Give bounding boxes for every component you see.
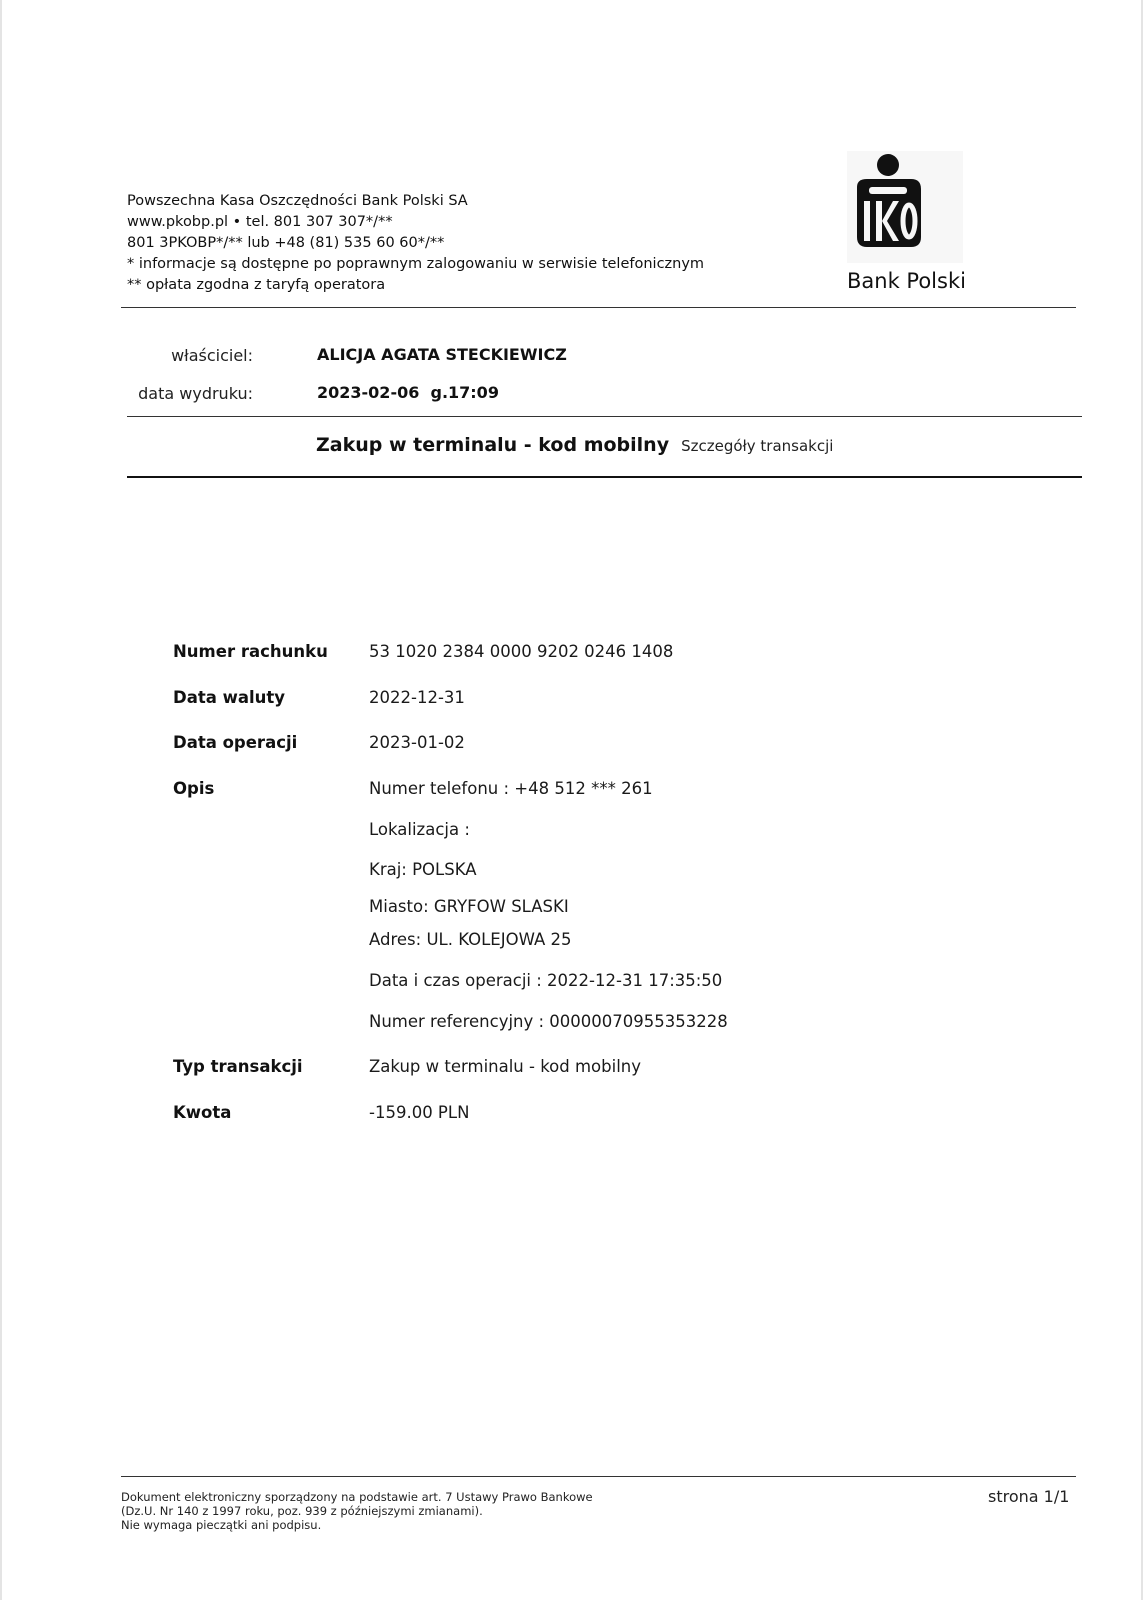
header-divider (121, 307, 1076, 308)
footer-line-3: Nie wymaga pieczątki ani podpisu. (121, 1518, 322, 1532)
description-line: Numer referencyjny : 00000070955353228 (369, 1012, 728, 1031)
page-number: strona 1/1 (988, 1487, 1070, 1506)
title-sub: Szczegóły transakcji (681, 437, 834, 455)
bank-contact-line-2: 801 3PKOBP*/** lub +48 (81) 535 60 60*/** (127, 235, 445, 251)
title-main: Zakup w terminalu - kod mobilny (316, 434, 670, 456)
bank-note-2: ** opłata zgodna z taryfą operatora (127, 277, 386, 293)
amount-label: Kwota (173, 1103, 232, 1122)
bank-info (127, 191, 704, 296)
description-line: Numer telefonu : +48 512 *** 261 (369, 779, 653, 798)
owner-value: ALICJA AGATA STECKIEWICZ (317, 345, 567, 364)
description-line: Data i czas operacji : 2022-12-31 17:35:50 (369, 971, 723, 990)
logo-text: Bank Polski (847, 269, 966, 293)
transaction-type-label: Typ transakcji (173, 1057, 303, 1076)
value-date-value: 2022-12-31 (369, 688, 465, 707)
operation-date-label: Data operacji (173, 733, 298, 752)
bank-contact-line-1: www.pkobp.pl • tel. 801 307 307*/** (127, 214, 393, 230)
owner-label: właściciel: (171, 346, 253, 365)
description-label: Opis (173, 779, 215, 798)
description-line: Lokalizacja : (369, 820, 470, 839)
document-title (316, 434, 833, 456)
bank-note-1: * informacje są dostępne po poprawnym zalogowaniu w serwisie telefonicznym (127, 256, 705, 272)
value-date-label: Data waluty (173, 688, 286, 707)
description-line: Miasto: GRYFOW SLASKI (369, 897, 569, 916)
description-line: Adres: UL. KOLEJOWA 25 (369, 930, 572, 949)
pko-piggy-bank-logo-icon (847, 151, 963, 263)
title-divider (127, 476, 1082, 478)
amount-value: -159.00 PLN (369, 1103, 470, 1122)
print-date-value: 2023-02-06 g.17:09 (317, 383, 499, 402)
account-label: Numer rachunku (173, 642, 328, 661)
print-date-label: data wydruku: (138, 384, 253, 403)
footer-legal (121, 1490, 593, 1532)
description-line: Kraj: POLSKA (369, 860, 477, 879)
meta-divider (127, 416, 1082, 417)
operation-date-value: 2023-01-02 (369, 733, 465, 752)
footer-line-1: Dokument elektroniczny sporządzony na podstawie art. 7 Ustawy Prawo Bankowe (121, 1490, 593, 1504)
transaction-type-value: Zakup w terminalu - kod mobilny (369, 1057, 642, 1076)
footer-line-2: (Dz.U. Nr 140 z 1997 roku, poz. 939 z późniejszymi zmianami). (121, 1504, 483, 1518)
footer-divider (121, 1476, 1076, 1477)
bank-name: Powszechna Kasa Oszczędności Bank Polski SA (127, 193, 468, 209)
account-value: 53 1020 2384 0000 9202 0246 1408 (369, 642, 674, 661)
pko-logo (847, 151, 966, 297)
